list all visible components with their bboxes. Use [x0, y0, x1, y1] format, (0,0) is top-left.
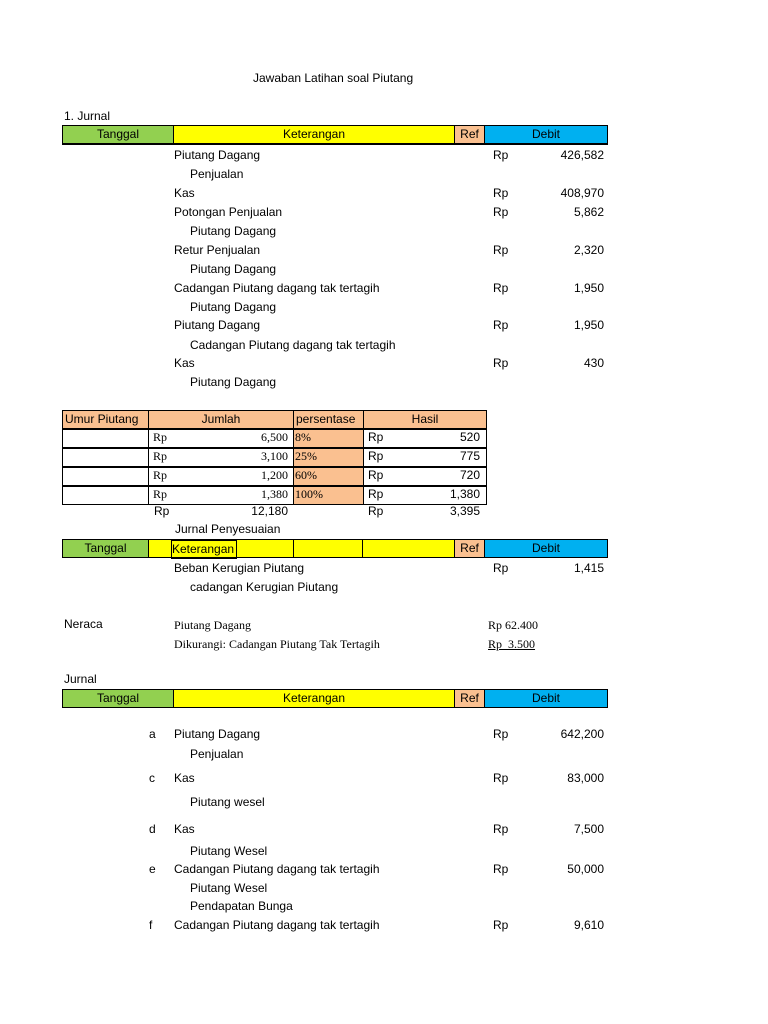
header-debit-3: Debit — [484, 689, 608, 708]
journal-letter: c — [149, 771, 155, 785]
header-grid-line — [362, 539, 363, 558]
journal-currency: Rp — [493, 148, 509, 162]
journal-account: Piutang Wesel — [190, 881, 268, 895]
aging-header-umur: Umur Piutang — [62, 410, 149, 429]
journal-debit: 1,950 — [573, 281, 604, 295]
header-keterangan-3: Keterangan — [173, 689, 455, 708]
header-ref: Ref — [454, 125, 485, 144]
aging-currency-jumlah: Rp — [153, 487, 168, 501]
aging-jumlah-value: 1,380 — [261, 487, 288, 501]
journal-debit: 430 — [583, 356, 604, 370]
aging-currency-jumlah: Rp — [153, 449, 168, 463]
journal-currency: Rp — [493, 186, 509, 200]
journal-account: Piutang Wesel — [190, 844, 268, 858]
aging-cell-umur — [62, 486, 149, 505]
aging-total-jumlah: 12,180 — [251, 504, 288, 518]
aging-persen-value: 25% — [295, 449, 317, 463]
journal-account: Cadangan Piutang dagang tak tertagih — [190, 338, 396, 352]
journal-letter: a — [149, 727, 156, 741]
aging-currency-hasil: Rp — [368, 468, 384, 482]
header-tanggal-2: Tanggal — [62, 539, 149, 558]
journal-currency: Rp — [493, 771, 509, 785]
journal-account: Cadangan Piutang dagang tak tertagih — [174, 918, 380, 932]
aging-total-hasil: 3,395 — [449, 504, 480, 518]
page-title: Jawaban Latihan soal Piutang — [253, 71, 414, 85]
journal-currency: Rp — [493, 318, 509, 332]
journal-debit: 50,000 — [567, 862, 604, 876]
journal-debit: 642,200 — [560, 727, 604, 741]
neraca-value-1: Rp 62.400 — [488, 618, 539, 632]
aging-jumlah-value: 1,200 — [261, 468, 288, 482]
section-label-jurnal-3: Jurnal — [64, 672, 97, 686]
aging-persen-value: 100% — [295, 487, 323, 501]
journal-debit: 5,862 — [573, 205, 604, 219]
journal-currency: Rp — [493, 862, 509, 876]
journal-account: Piutang Dagang — [190, 300, 277, 314]
journal-currency: Rp — [493, 822, 509, 836]
journal-account: Kas — [174, 822, 195, 836]
header-keterangan: Keterangan — [173, 125, 455, 144]
journal-account: Kas — [174, 771, 195, 785]
aging-header-hasil: Hasil — [363, 410, 487, 429]
header-divider — [62, 144, 608, 145]
penyesuaian-account: Beban Kerugian Piutang — [174, 561, 305, 575]
journal-account: Piutang Dagang — [174, 727, 261, 741]
penyesuaian-currency: Rp — [493, 561, 509, 575]
journal-account: Kas — [174, 186, 195, 200]
aging-cell-umur — [62, 429, 149, 448]
header-ref-2: Ref — [454, 539, 485, 558]
aging-persen-value: 60% — [295, 468, 317, 482]
aging-cell-umur — [62, 467, 149, 486]
penyesuaian-account: cadangan Kerugian Piutang — [190, 580, 339, 594]
journal-debit: 7,500 — [573, 822, 604, 836]
journal-account: Penjualan — [190, 167, 244, 181]
header-debit-2: Debit — [484, 539, 608, 558]
journal-debit: 1,950 — [573, 318, 604, 332]
journal-currency: Rp — [493, 727, 509, 741]
journal-letter: f — [149, 918, 153, 932]
neraca-value-2: Rp 3.500 — [488, 637, 536, 651]
journal-debit: 2,320 — [573, 243, 604, 257]
journal-account: Piutang Dagang — [190, 375, 277, 389]
neraca-label: Neraca — [64, 617, 103, 631]
aging-jumlah-value: 3,100 — [261, 449, 288, 463]
journal-account: Cadangan Piutang dagang tak tertagih — [174, 281, 380, 295]
aging-jumlah-value: 6,500 — [261, 430, 288, 444]
aging-hasil-value: 1,380 — [449, 487, 480, 501]
journal-account: Kas — [174, 356, 195, 370]
header-ref-3: Ref — [454, 689, 485, 708]
journal-currency: Rp — [493, 356, 509, 370]
journal-debit: 83,000 — [567, 771, 604, 785]
aging-currency-jumlah: Rp — [153, 468, 168, 482]
journal-account: Retur Penjualan — [174, 243, 261, 257]
journal-debit: 9,610 — [573, 918, 604, 932]
aging-persen-value: 8% — [295, 430, 311, 444]
aging-currency-jumlah: Rp — [153, 430, 168, 444]
header-keterangan-2: Keterangan — [171, 540, 237, 559]
journal-debit: 426,582 — [560, 148, 604, 162]
header-grid-line — [293, 539, 294, 558]
penyesuaian-debit: 1,415 — [573, 561, 604, 575]
aging-hasil-value: 520 — [459, 430, 480, 444]
aging-cell-umur — [62, 448, 149, 467]
aging-currency-hasil: Rp — [368, 449, 384, 463]
aging-header-persentase: persentase — [293, 410, 364, 429]
aging-currency-hasil: Rp — [368, 487, 384, 501]
aging-hasil-value: 775 — [459, 449, 480, 463]
journal-letter: e — [149, 862, 156, 876]
journal-account: Piutang Dagang — [174, 318, 261, 332]
journal-account: Pendapatan Bunga — [190, 899, 293, 913]
penyesuaian-label: Jurnal Penyesuaian — [175, 522, 281, 536]
aging-total-currency-hasil: Rp — [368, 504, 384, 518]
journal-account: Piutang wesel — [190, 795, 265, 809]
journal-account: Cadangan Piutang dagang tak tertagih — [174, 862, 380, 876]
header-tanggal: Tanggal — [62, 125, 174, 144]
journal-currency: Rp — [493, 281, 509, 295]
journal-letter: d — [149, 822, 156, 836]
journal-account: Penjualan — [190, 747, 244, 761]
neraca-line-1: Piutang Dagang — [174, 618, 251, 632]
journal-debit: 408,970 — [560, 186, 604, 200]
journal-currency: Rp — [493, 243, 509, 257]
neraca-line-2: Dikurangi: Cadangan Piutang Tak Tertagih — [174, 637, 380, 651]
header-tanggal-3: Tanggal — [62, 689, 174, 708]
journal-account: Piutang Dagang — [174, 148, 261, 162]
journal-account: Potongan Penjualan — [174, 205, 283, 219]
section-label-jurnal-1: 1. Jurnal — [64, 109, 111, 123]
journal-currency: Rp — [493, 205, 509, 219]
aging-hasil-value: 720 — [459, 468, 480, 482]
journal-account: Piutang Dagang — [190, 262, 277, 276]
journal-account: Piutang Dagang — [190, 224, 277, 238]
aging-header-jumlah: Jumlah — [148, 410, 294, 429]
header-debit: Debit — [484, 125, 608, 144]
aging-total-currency: Rp — [154, 504, 170, 518]
aging-currency-hasil: Rp — [368, 430, 384, 444]
journal-currency: Rp — [493, 918, 509, 932]
